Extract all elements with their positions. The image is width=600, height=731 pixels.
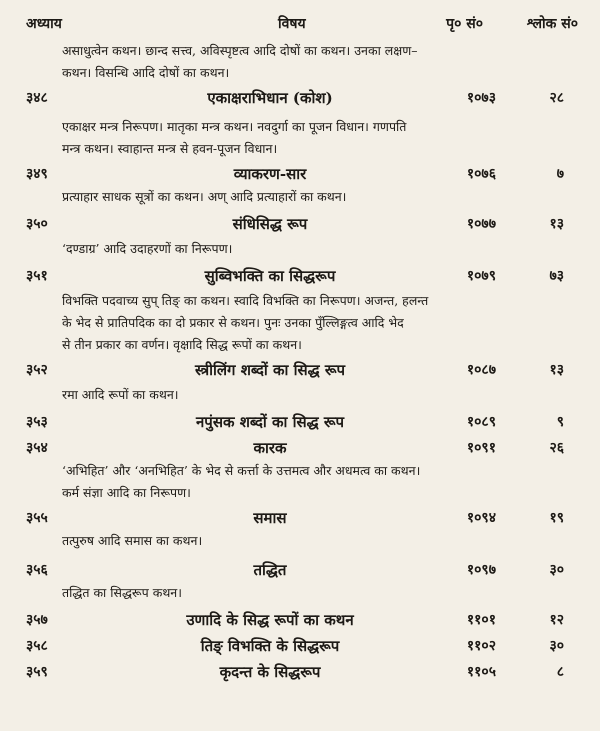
chapter-number: ३५९ (26, 664, 48, 680)
chapter-shlokas: २८ (549, 90, 564, 106)
chapter-number: ३५५ (26, 510, 48, 526)
description-line: विभक्ति पदवाच्य सुप् तिङ् का कथन। स्वादि विभक्ति का निरूपण। अजन्त, हलन्त (62, 293, 429, 308)
chapter-page: १०८९ (466, 414, 496, 430)
chapter-page: ११०२ (466, 638, 496, 654)
description-line: तद्धित का सिद्धरूप कथन। (62, 585, 182, 600)
chapter-description (62, 238, 566, 260)
chapter-number: ३५१ (26, 268, 48, 284)
header-shloka-count: श्लोक सं० (526, 16, 578, 32)
chapter-number: ३५० (26, 216, 48, 232)
chapter-description (62, 460, 566, 504)
header-vishay: विषय (278, 16, 306, 32)
description-line: तत्पुरुष आदि समास का कथन। (62, 533, 203, 548)
chapter-title: स्त्रीलिंग शब्दों का सिद्ध रूप (194, 361, 346, 379)
intro-description (62, 40, 566, 84)
description-line: कर्म संज्ञा आदि का निरूपण। (62, 485, 191, 500)
chapter-title: कारक (253, 439, 287, 457)
chapter-title: एकाक्षराभिधान (कोश) (207, 89, 333, 107)
chapter-title: उणादि के सिद्ध रूपों का कथन (186, 611, 354, 629)
table-header (26, 10, 578, 36)
chapter-page: १०९१ (466, 440, 496, 456)
chapter-number: ३५७ (26, 612, 48, 628)
chapter-page: १०८७ (466, 362, 496, 378)
chapter-page: १०७९ (466, 268, 496, 284)
chapter-page: १०७७ (466, 216, 496, 232)
chapter-title: नपुंसक शब्दों का सिद्ध रूप (195, 413, 345, 431)
chapter-title: तद्धित (253, 561, 287, 579)
chapter-shlokas: ९ (556, 414, 564, 430)
chapter-page: १०९४ (466, 510, 496, 526)
chapter-number: ३५६ (26, 562, 48, 578)
description-line: प्रत्याहार साधक सूत्रों का कथन। अण् आदि प्रत्याहारों का कथन। (62, 189, 347, 204)
description-line: के भेद से प्रातिपदिक का दो प्रकार से कथन। पुनः उनका पुँल्लिङ्गत्व आदि भेद (62, 315, 404, 330)
chapter-page: १०९७ (466, 562, 496, 578)
description-line: कथन। विसन्धि आदि दोषों का कथन। (62, 65, 230, 80)
chapter-page: ११०५ (466, 664, 496, 680)
description-line: ‘दण्डाग्र’ आदि उदाहरणों का निरूपण। (62, 241, 233, 256)
chapter-title: सुब्विभक्ति का सिद्धरूप (204, 267, 336, 285)
header-adhyaya: अध्याय (26, 16, 62, 32)
chapter-number: ३४८ (26, 90, 48, 106)
chapter-title: व्याकरण-सार (233, 165, 307, 183)
chapter-title: तिङ् विभक्ति के सिद्धरूप (200, 637, 340, 655)
chapter-shlokas: २६ (549, 440, 564, 456)
chapter-description (62, 582, 566, 604)
chapter-shlokas: ३० (549, 638, 564, 654)
chapter-number: ३४९ (26, 166, 48, 182)
description-line: एकाक्षर मन्त्र निरूपण। मातृका मन्त्र कथन। नवदुर्गा का पूजन विधान। गणपति (62, 119, 407, 134)
chapter-number: ३५३ (26, 414, 48, 430)
header-page-no: पृ० सं० (446, 16, 483, 32)
chapter-number: ३५८ (26, 638, 48, 654)
chapter-description (62, 384, 566, 406)
description-line: ‘अभिहित’ और ‘अनभिहित’ के भेद से कर्त्ता के उत्तमत्व और अधमत्व का कथन। (62, 463, 421, 478)
chapter-shlokas: १३ (549, 216, 564, 232)
chapter-page: ११०१ (466, 612, 496, 628)
chapter-description (62, 530, 566, 552)
description-line: मन्त्र कथन। स्वाहान्त मन्त्र से हवन-पूजन विधान। (62, 141, 278, 156)
chapter-title: संधिसिद्ध रूप (232, 215, 308, 233)
description-line: रमा आदि रूपों का कथन। (62, 387, 179, 402)
chapter-page: १०७३ (466, 90, 496, 106)
chapter-description (62, 116, 566, 160)
chapter-description (62, 290, 566, 356)
chapter-title: कृदन्त के सिद्धरूप (219, 663, 321, 681)
chapter-shlokas: ३० (549, 562, 564, 578)
chapter-number: ३५२ (26, 362, 48, 378)
chapter-title: समास (253, 509, 287, 527)
chapter-number: ३५४ (26, 440, 48, 456)
chapter-page: १०७६ (466, 166, 496, 182)
description-line: से तीन प्रकार का वर्णन। वृक्षादि सिद्ध रूपों का कथन। (62, 337, 302, 352)
chapter-shlokas: १३ (549, 362, 564, 378)
chapter-description (62, 186, 566, 208)
description-line: असाधुत्वेन कथन। छान्द सत्त्व, अविस्पृष्टत्व आदि दोषों का कथन। उनका लक्षण– (62, 43, 418, 58)
chapter-shlokas: १२ (549, 612, 564, 628)
chapter-shlokas: ७३ (549, 268, 564, 284)
chapter-shlokas: १९ (549, 510, 564, 526)
chapter-shlokas: ८ (556, 664, 564, 680)
chapter-shlokas: ७ (556, 166, 564, 182)
